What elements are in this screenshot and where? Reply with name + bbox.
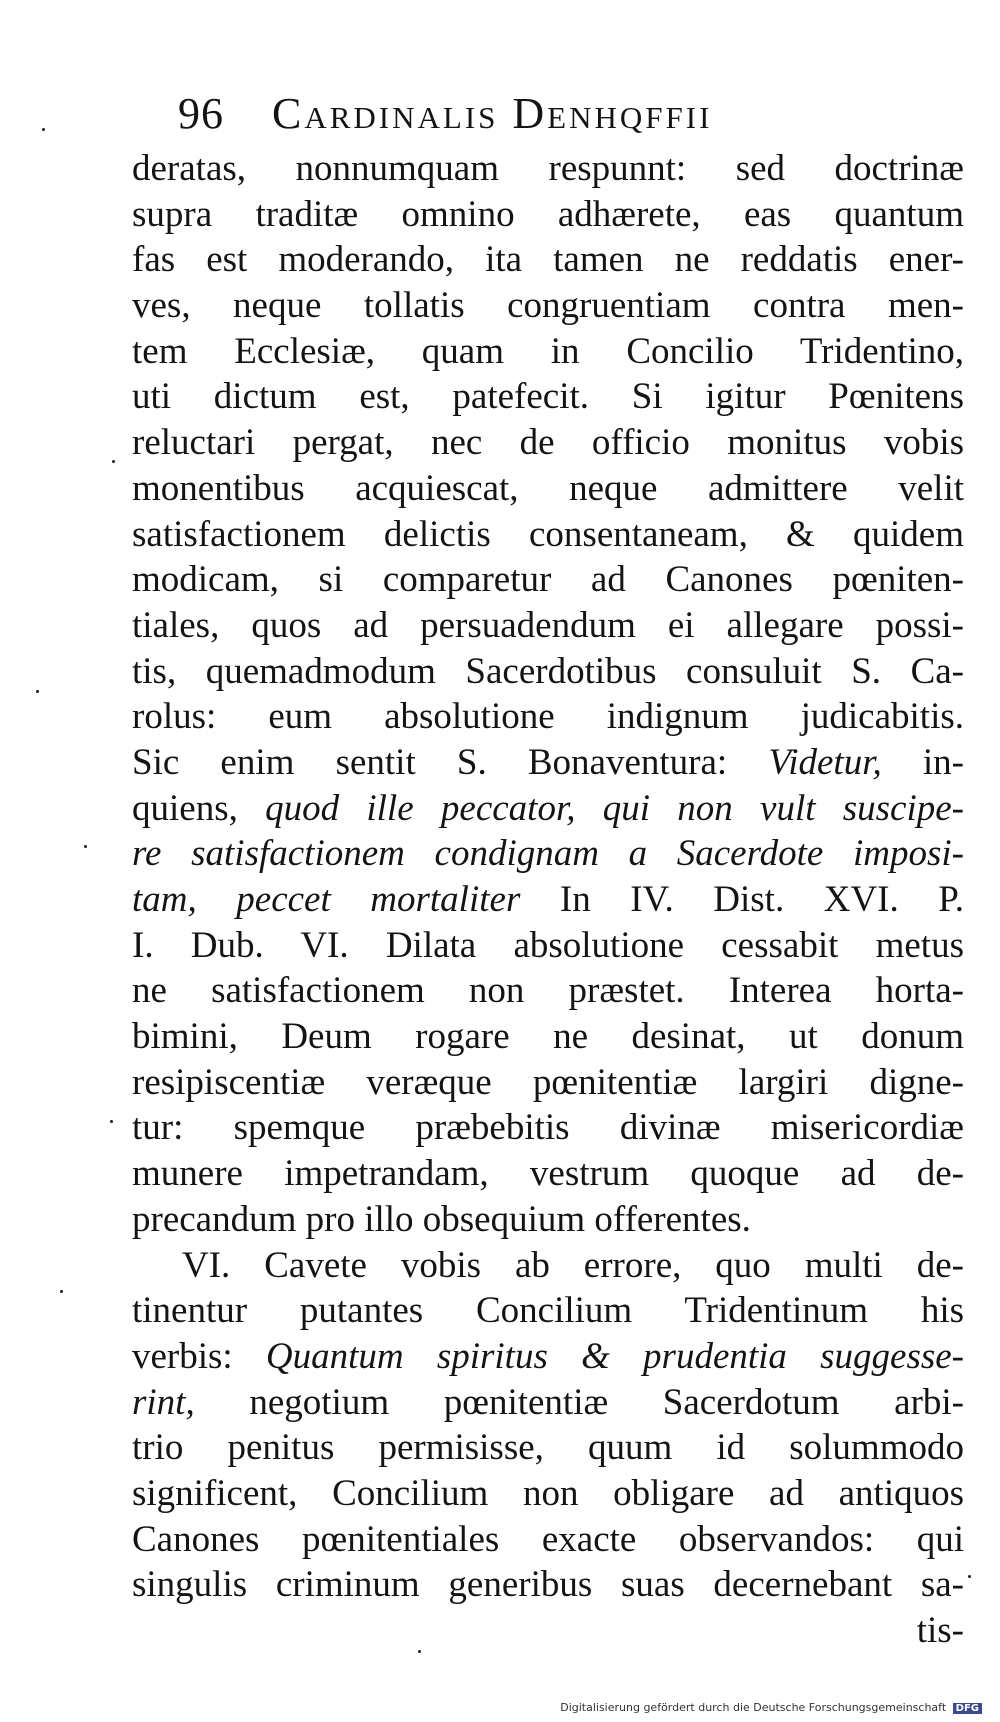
text-line — [132, 1334, 964, 1380]
scan-speck — [60, 1290, 63, 1293]
text-line — [132, 877, 964, 923]
dfg-logo: DFG — [953, 1703, 982, 1714]
text-segment: verbis: — [132, 1335, 233, 1377]
scan-speck — [42, 128, 45, 131]
citation: In IV. Dist. XVI. P. — [559, 879, 965, 920]
text-line: I. Dub. VI. Dilata absolutione cessabit metus — [132, 924, 964, 966]
catchword: tis- — [916, 1610, 964, 1651]
text-segment: quiens, — [132, 787, 238, 829]
credit-text: Digitalisierung gefördert durch die Deutsche Forschungsgemeinschaft — [560, 1701, 947, 1714]
text-line: resipiscentiæ veræque pœnitentiæ largiri digne- — [132, 1061, 964, 1103]
text-line: ne satisfactionem non præstet. Interea horta- — [132, 970, 964, 1012]
text-line: modicam, si comparetur ad Canones pœniten- — [132, 559, 964, 601]
italic-quote: quod ille peccator, qui non vult suscipe- — [265, 787, 965, 829]
italic-quote: tam, peccet mortaliter — [132, 879, 521, 920]
text-line: significent, Concilium non obligare ad antiquos — [132, 1472, 964, 1514]
text-line: monentibus acquiescat, neque admittere velit — [132, 467, 964, 509]
text-line: Canones pœnitentiales exacte observandos: qui — [132, 1518, 964, 1560]
text-line: trio penitus permisisse, quum id solummodo — [132, 1427, 964, 1469]
text-line: supra traditæ omnino adhærete, eas quantum — [132, 193, 964, 235]
text-line: tur: spemque præbebitis divinæ misericordiæ — [132, 1107, 964, 1149]
text-line: rolus: eum absolutione indignum judicabitis. — [132, 696, 964, 738]
text-line: reluctari pergat, nec de officio monitus vobis — [132, 422, 964, 464]
text-line — [132, 786, 964, 832]
italic-quote: Quantum spiritus & prudentia suggesse- — [265, 1335, 964, 1377]
text-line: bimini, Deum rogare ne desinat, ut donum — [132, 1016, 964, 1058]
text-line: tem Ecclesiæ, quam in Concilio Tridentino, — [132, 330, 964, 372]
page-number: 96 — [178, 89, 224, 138]
text-line — [132, 1380, 964, 1426]
text-segment: Sic enim sentit S. Bonaventura: — [132, 741, 728, 783]
scan-speck — [968, 1575, 971, 1578]
text-line: singulis criminum generibus suas decernebant sa- — [132, 1564, 964, 1606]
text-line: tinentur putantes Concilium Tridentinum his — [132, 1290, 964, 1332]
text-line — [132, 831, 964, 877]
text-line: tis, quemadmodum Sacerdotibus consuluit S. Ca- — [132, 650, 964, 692]
digitization-credit — [560, 1701, 982, 1714]
body-text — [132, 146, 964, 1654]
running-header — [178, 88, 878, 148]
text-line: deratas, nonnumquam respunnt: sed doctrinæ — [132, 148, 964, 189]
text-line: ves, neque tollatis congruentiam contra men- — [132, 285, 964, 327]
italic-quote: re satisfactionem condignam a Sacerdote imposi- — [132, 833, 964, 875]
scan-speck — [418, 1650, 421, 1653]
text-segment: negotium pœnitentiæ Sacerdotum arbi- — [249, 1381, 964, 1423]
scan-speck — [112, 460, 115, 463]
text-line: uti dictum est, patefecit. Si igitur Pœnitens — [132, 376, 964, 418]
text-line: tiales, quos ad persuadendum ei allegare possi- — [132, 604, 964, 646]
text-line: VI. Cavete vobis ab errore, quo multi de- — [182, 1244, 964, 1286]
text-line: precandum pro illo obsequium offerentes. — [132, 1198, 751, 1240]
text-segment: in- — [922, 741, 965, 783]
running-title: Cardinalis Denhqffii — [272, 89, 713, 138]
scan-speck — [84, 845, 87, 848]
text-line — [132, 740, 964, 786]
italic-quote: Videtur, — [768, 741, 882, 783]
text-line: fas est moderando, ita tamen ne reddatis ener- — [132, 239, 964, 281]
text-line: satisfactionem delictis consentaneam, & quidem — [132, 513, 964, 555]
scan-speck — [36, 690, 39, 693]
italic-quote: rint, — [132, 1381, 195, 1423]
scan-speck — [110, 1120, 113, 1123]
text-line: munere impetrandam, vestrum quoque ad de- — [132, 1153, 964, 1195]
